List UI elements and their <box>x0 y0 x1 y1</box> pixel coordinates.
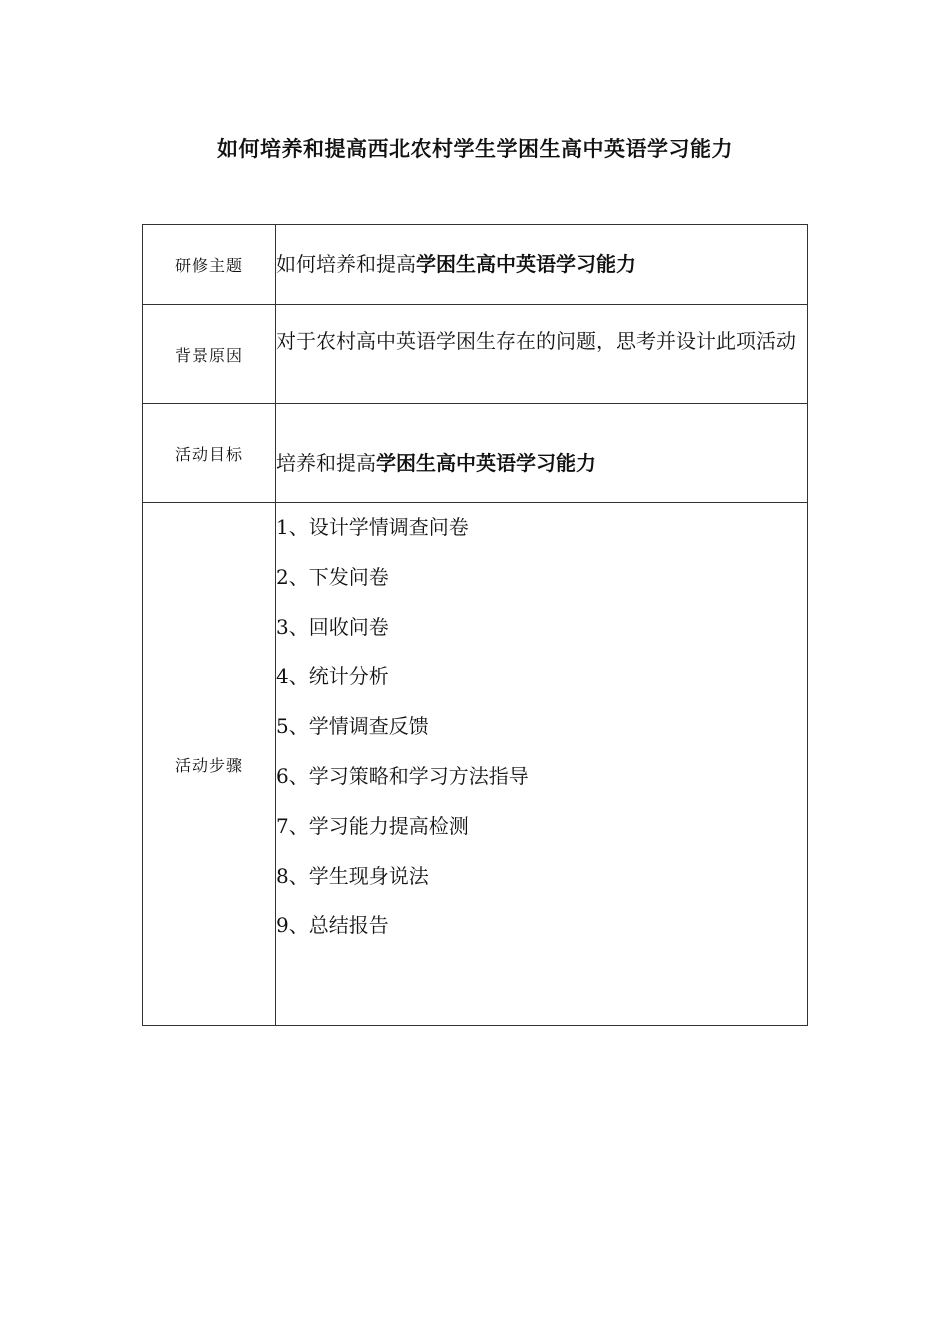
steps-content <box>276 503 808 1026</box>
theme-value <box>276 225 808 305</box>
step-item: 5、学情调查反馈 <box>276 714 429 739</box>
step-item: 3、回收问卷 <box>276 614 389 639</box>
theme-value-normal: 如何培养和提高 <box>276 252 416 276</box>
step-item: 8、学生现身说法 <box>276 863 429 888</box>
step-item: 4、统计分析 <box>276 664 389 689</box>
table-row-goal <box>143 404 808 503</box>
background-value: 对于农村高中英语学困生存在的问题，思考并设计此项活动 <box>276 305 808 404</box>
goal-value-bold: 学困生高中英语学习能力 <box>376 451 596 475</box>
step-item: 1、设计学情调查问卷 <box>276 515 469 539</box>
table-row-theme <box>143 225 808 305</box>
theme-value-bold: 学困生高中英语学习能力 <box>416 252 636 276</box>
steps-label: 活动步骤 <box>143 503 276 1026</box>
step-list <box>276 515 807 963</box>
goal-value-normal: 培养和提高 <box>276 451 376 475</box>
table-row-background <box>143 305 808 404</box>
theme-label: 研修主题 <box>143 225 276 305</box>
document-title: 如何培养和提高西北农村学生学困生高中英语学习能力 <box>217 136 733 161</box>
goal-label: 活动目标 <box>143 404 276 503</box>
step-item: 6、学习策略和学习方法指导 <box>276 763 529 788</box>
step-item: 2、下发问卷 <box>276 564 389 589</box>
step-item: 9、总结报告 <box>276 913 389 938</box>
step-item: 7、学习能力提高检测 <box>276 813 469 838</box>
table-row-steps <box>143 503 808 1026</box>
background-label: 背景原因 <box>143 305 276 404</box>
goal-value <box>276 404 808 503</box>
research-plan-table <box>142 224 808 1026</box>
